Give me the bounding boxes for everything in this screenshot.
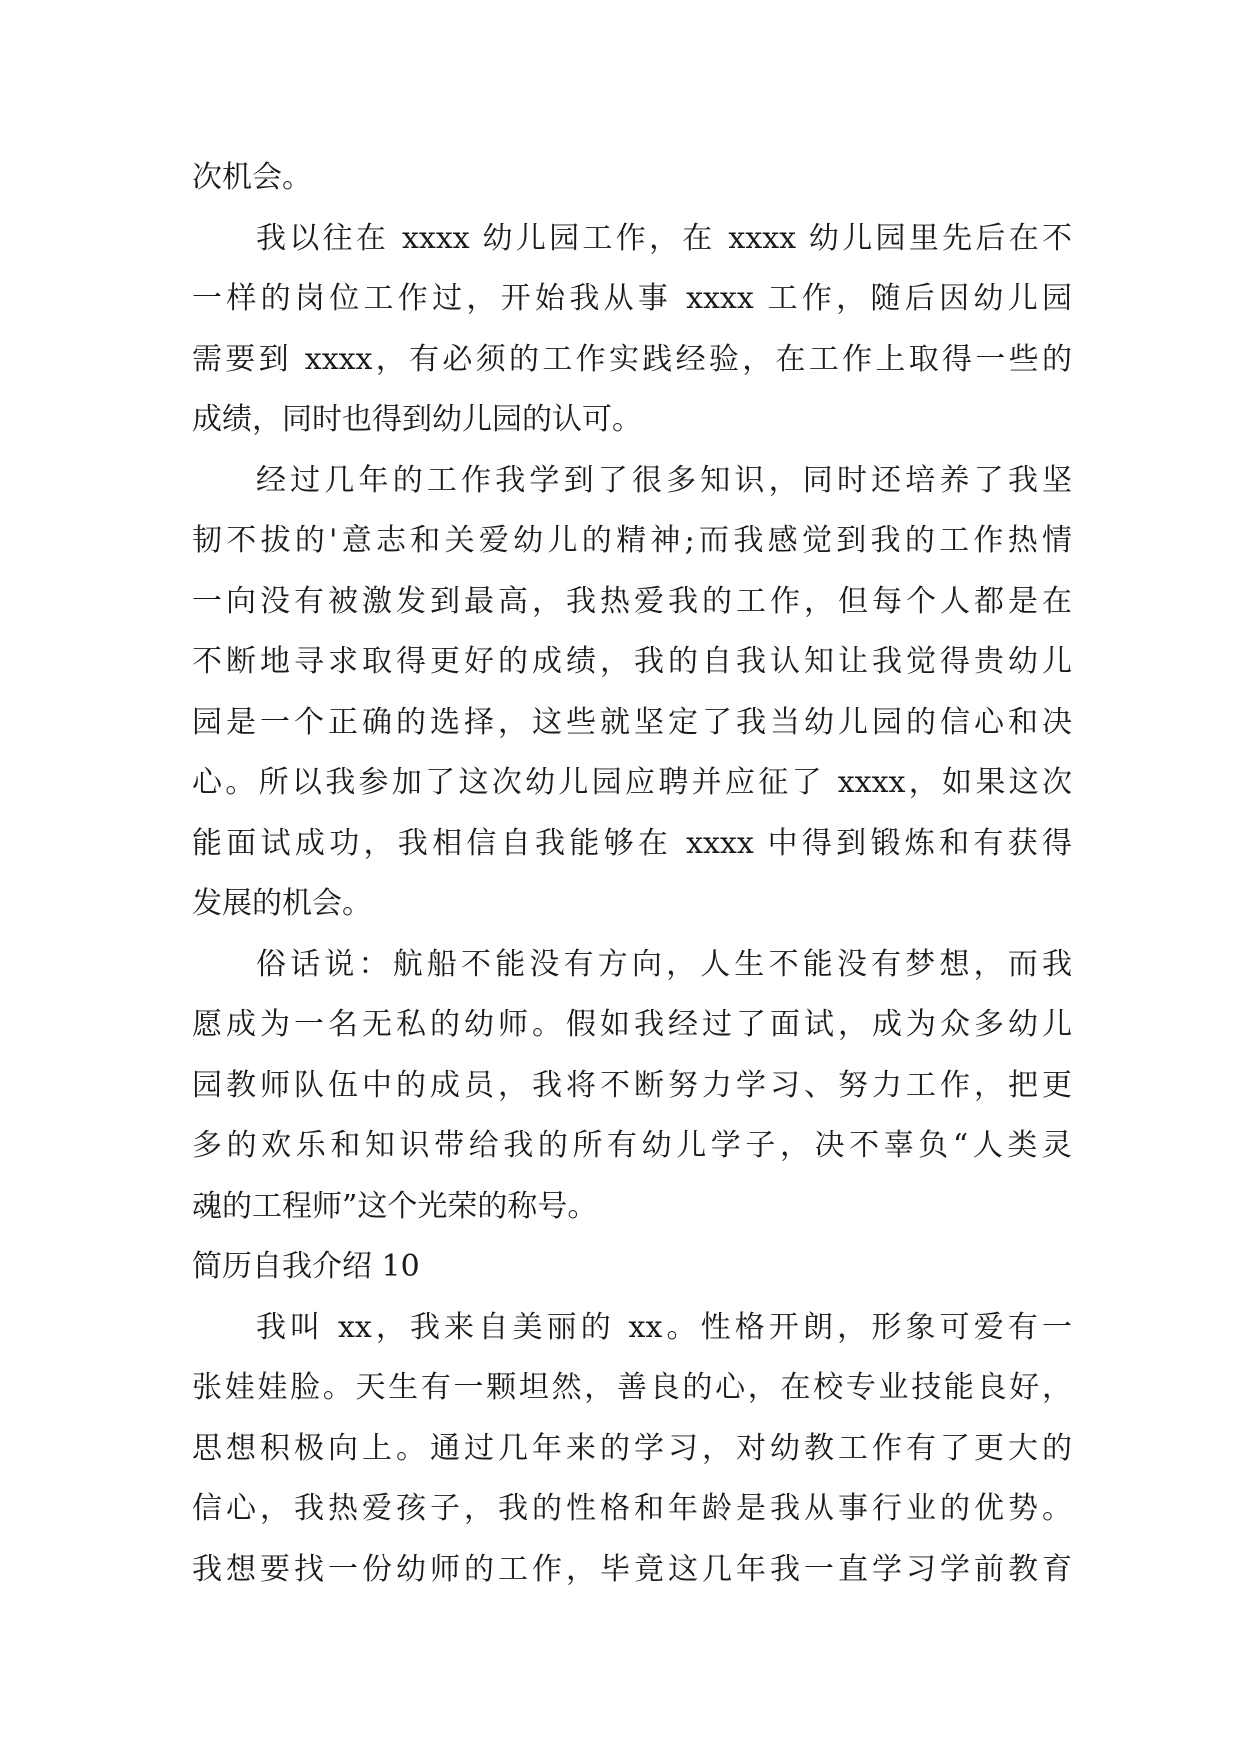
paragraph-line: 我想要找一份幼师的工作，毕竟这几年我一直学习学前教育 — [192, 1551, 1072, 1587]
paragraph-line: 经过几年的工作我学到了很多知识，同时还培养了我坚 — [256, 462, 1072, 498]
paragraph-line: 信心，我热爱孩子，我的性格和年龄是我从事行业的优势。 — [192, 1491, 1072, 1526]
document-body — [192, 148, 1072, 1600]
paragraph-line: 我以往在 xxxx 幼儿园工作，在 xxxx 幼儿园里先后在不 — [256, 220, 1072, 256]
paragraph-line: 韧不拔的'意志和关爱幼儿的精神;而我感觉到我的工作热情 — [192, 523, 1072, 558]
paragraph-line: 不断地寻求取得更好的成绩，我的自我认知让我觉得贵幼儿 — [192, 644, 1072, 679]
paragraph-line: 俗话说：航船不能没有方向，人生不能没有梦想，而我 — [256, 946, 1072, 982]
paragraph-line: 次机会。 — [192, 160, 312, 195]
paragraph-line: 我叫 xx，我来自美丽的 xx。性格开朗，形象可爱有一 — [256, 1309, 1072, 1345]
paragraph-line: 魂的工程师”这个光荣的称号。 — [192, 1188, 598, 1224]
paragraph-line: 心。所以我参加了这次幼儿园应聘并应征了 xxxx，如果这次 — [192, 765, 1072, 800]
paragraph-line: 一样的岗位工作过，开始我从事 xxxx 工作，随后因幼儿园 — [192, 281, 1072, 316]
paragraph-line: 成绩，同时也得到幼儿园的认可。 — [192, 402, 642, 437]
paragraph-line: 多的欢乐和知识带给我的所有幼儿学子，决不辜负“人类灵 — [192, 1128, 1072, 1163]
paragraph-line: 能面试成功，我相信自我能够在 xxxx 中得到锻炼和有获得 — [192, 825, 1072, 861]
paragraph-line: 张娃娃脸。天生有一颗坦然，善良的心，在校专业技能良好， — [192, 1370, 1072, 1405]
paragraph-line: 思想积极向上。通过几年来的学习，对幼教工作有了更大的 — [192, 1430, 1072, 1466]
paragraph-line: 愿成为一名无私的幼师。假如我经过了面试，成为众多幼儿 — [192, 1007, 1072, 1042]
paragraph-line: 园教师队伍中的成员，我将不断努力学习、努力工作，把更 — [192, 1067, 1072, 1103]
paragraph-line: 发展的机会。 — [192, 886, 372, 921]
paragraph-line: 园是一个正确的选择，这些就坚定了我当幼儿园的信心和决 — [192, 704, 1072, 740]
section-heading: 简历自我介绍 10 — [192, 1249, 420, 1284]
paragraph-line: 需要到 xxxx，有必须的工作实践经验，在工作上取得一些的 — [192, 341, 1072, 377]
paragraph-line: 一向没有被激发到最高，我热爱我的工作，但每个人都是在 — [192, 583, 1072, 619]
